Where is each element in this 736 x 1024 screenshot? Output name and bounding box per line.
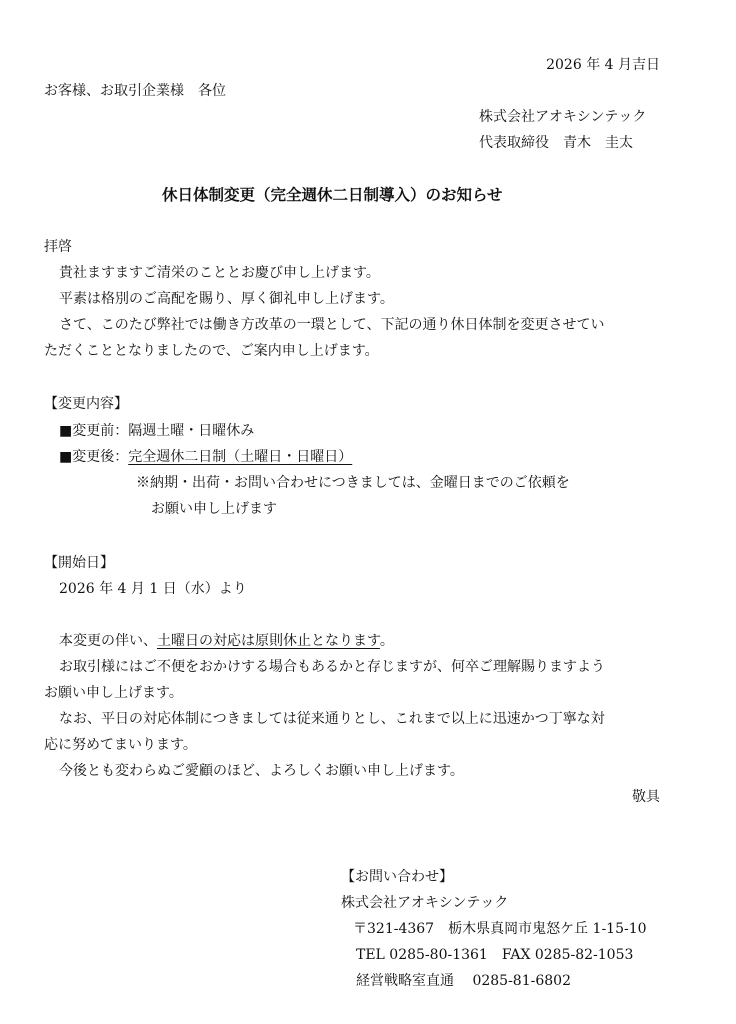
body-line-2: お取引様にはご不便をおかけする場合もあるかと存じますが、何卒ご理解賜りますよう: [59, 659, 605, 675]
intro-line-4: ただくこととなりましたので、ご案内申し上げます。: [44, 343, 379, 359]
change-note-line-2: お願い申し上げます: [151, 501, 277, 517]
closing-salutation: 敬具: [632, 789, 660, 805]
issue-date: 2026 年 4 月吉日: [546, 57, 660, 73]
start-date: 2026 年 4 月 1 日（水）より: [59, 581, 247, 597]
body-line-1: [59, 634, 394, 648]
intro-line-3: さて、このたび弊社では働き方改革の一環として、下記の通り休日体制を変更させてい: [59, 317, 605, 333]
change-after-value: 完全週休二日制（土曜日・日曜日）: [128, 449, 353, 465]
changes-heading: 【変更内容】: [44, 396, 128, 412]
body-line-1-prefix: 本変更の伴い、: [59, 633, 157, 649]
contact-company: 株式会社アオキシンテック: [341, 895, 509, 911]
body-line-4: なお、平日の対応体制につきましては従来通りとし、これまで以上に迅速かつ丁寧な対: [59, 711, 605, 727]
contact-address: 〒321-4367 栃木県真岡市鬼怒ケ丘 1-15-10: [353, 921, 647, 937]
body-line-1-suffix: 。: [379, 633, 394, 649]
body-line-3: お願い申し上げます。: [44, 685, 183, 701]
opening-salutation: 拝啓: [44, 239, 72, 255]
contact-phone-fax: TEL 0285-80-1361 FAX 0285-82-1053: [356, 947, 634, 963]
page-title: 休日体制変更（完全週休二日制導入）のお知らせ: [162, 186, 503, 204]
change-before: [59, 424, 254, 438]
contact-heading: 【お問い合わせ】: [341, 869, 453, 885]
addressee: お客様、お取引企業様 各位: [44, 83, 226, 99]
sender-representative: 代表取締役 青木 圭太: [479, 135, 633, 151]
sender-company: 株式会社アオキシンテック: [479, 109, 647, 125]
start-heading: 【開始日】: [44, 555, 114, 571]
body-line-5: 応に努めてまいります。: [44, 737, 197, 753]
body-line-6: 今後とも変わらぬご愛顧のほど、よろしくお願い申し上げます。: [59, 763, 464, 779]
intro-line-1: 貴社ますますご清栄のこととお慶び申し上げます。: [59, 265, 380, 281]
change-after: [59, 450, 352, 464]
body-line-1-emphasis: 土曜日の対応は原則休止となります: [157, 633, 380, 649]
change-after-label: ■変更後：: [59, 449, 129, 465]
change-before-value: 隔週土曜・日曜休み: [128, 423, 255, 439]
change-before-label: ■変更前：: [59, 423, 129, 439]
contact-direct-line: 経営戦略室直通 0285-81-6802: [356, 973, 571, 989]
intro-line-2: 平素は格別のご高配を賜り、厚く御礼申し上げます。: [59, 291, 394, 307]
change-note-line-1: ※納期・出荷・お問い合わせにつきましては、金曜日までのご依頼を: [136, 475, 570, 491]
